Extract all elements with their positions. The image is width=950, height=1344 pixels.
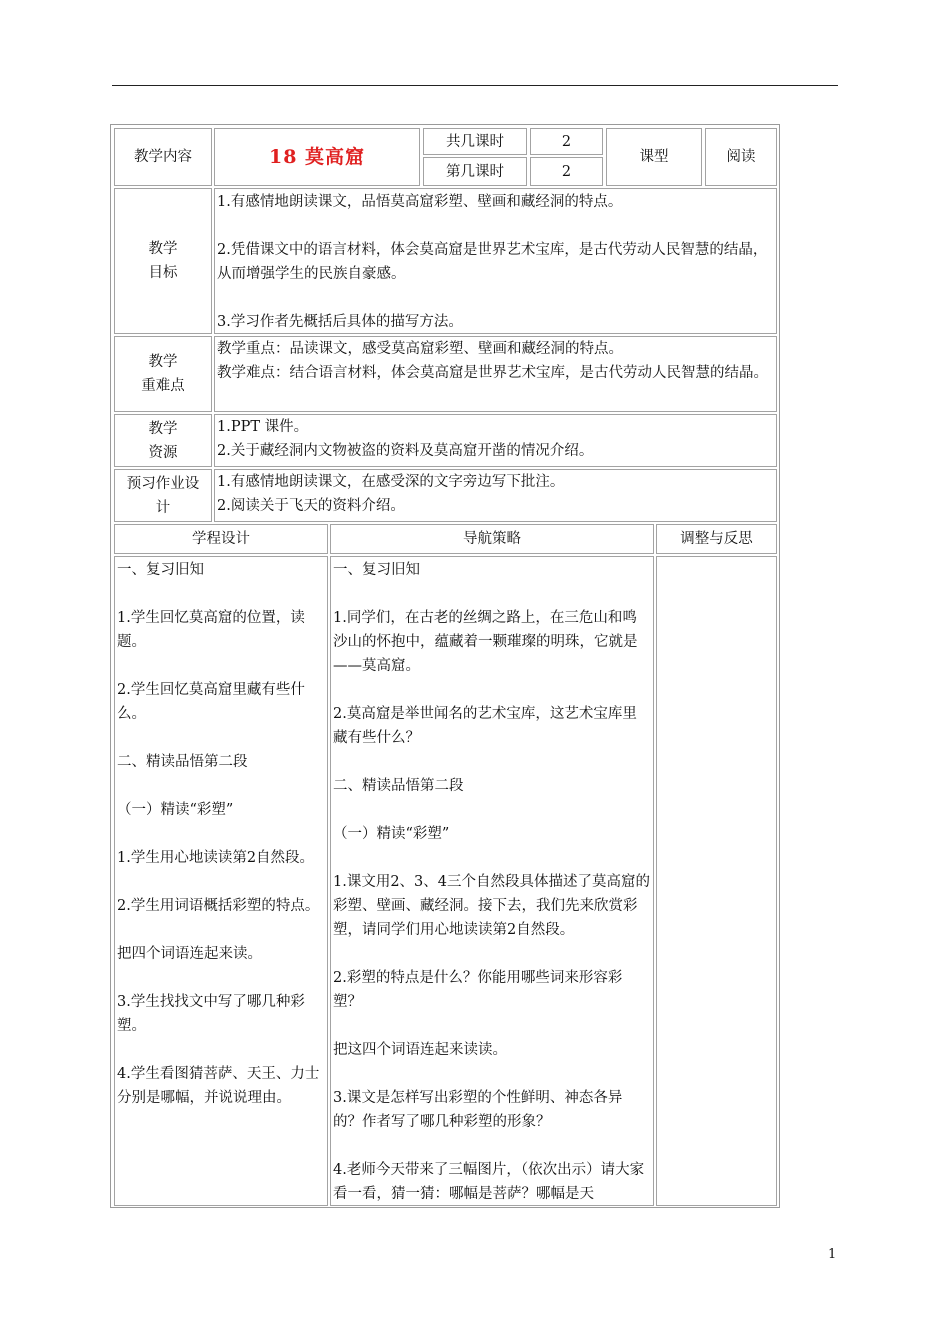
column-learning-header: 学程设计 <box>114 524 328 554</box>
keypoint-difficulty: 教学难点：结合语言材料，体会莫高窟是世界艺术宝库，是古代劳动人民智慧的结晶。 <box>217 365 768 381</box>
content-label: 教学内容 <box>114 128 212 186</box>
guide-item: 1.课文用2、3、4三个自然段具体描述了莫高窟的彩塑、壁画、藏经洞。接下去，我们先来欣赏彩塑，请同学们用心地读读第2自然段。 <box>333 874 651 938</box>
objectives-label-line1: 教学 <box>148 241 178 257</box>
learning-column <box>114 556 328 1206</box>
preview-label: 预习作业设计 <box>114 469 212 522</box>
learning-item: 二、精读品悟第二段 <box>117 754 248 770</box>
objectives-label-line2: 目标 <box>148 265 178 281</box>
learning-item: 1.学生回忆莫高窟的位置，读题。 <box>117 610 305 650</box>
keypoints-label-line1: 教学 <box>148 354 178 370</box>
guide-item: 1.同学们，在古老的丝绸之路上，在三危山和鸣沙山的怀抱中，蕴藏着一颗璀璨的明珠，它就是——莫高窟。 <box>333 610 638 674</box>
keypoints-label-line2: 重难点 <box>141 378 185 394</box>
column-guide-header: 导航策略 <box>330 524 654 554</box>
keypoints-content <box>214 336 777 412</box>
lesson-type-value: 阅读 <box>705 128 777 186</box>
learning-item: 把四个词语连起来读。 <box>117 946 262 962</box>
learning-item: 4.学生看图猜菩萨、天王、力士分别是哪幅，并说说理由。 <box>117 1066 320 1106</box>
lesson-type-label: 课型 <box>606 128 702 186</box>
guide-item: 2.彩塑的特点是什么？你能用哪些词来形容彩塑？ <box>333 970 623 1010</box>
objectives-label <box>114 188 212 334</box>
lesson-plan-table <box>110 124 780 1208</box>
resource-item: 1.PPT 课件。 <box>217 419 309 435</box>
learning-item: 2.学生用词语概括彩塑的特点。 <box>117 898 320 914</box>
resources-label <box>114 414 212 467</box>
guide-item: 2.莫高窟是举世闻名的艺术宝库，这艺术宝库里藏有些什么？ <box>333 706 637 746</box>
preview-content <box>214 469 777 522</box>
resources-label-line1: 教学 <box>148 420 178 437</box>
objective-item: 3.学习作者先概括后具体的描写方法。 <box>217 314 463 330</box>
learning-item: 1.学生用心地读读第2自然段。 <box>117 850 315 866</box>
guide-item: 二、精读品悟第二段 <box>333 778 464 794</box>
objective-item: 2.凭借课文中的语言材料，体会莫高窟是世界艺术宝库，是古代劳动人民智慧的结晶，从而增强学生的民族自豪感。 <box>217 242 768 282</box>
total-periods-value: 2 <box>530 128 603 155</box>
keypoint-focus: 教学重点：品读课文，感受莫高窟彩塑、壁画和藏经洞的特点。 <box>217 341 623 357</box>
current-period-value: 2 <box>530 157 603 186</box>
guide-item: 把这四个词语连起来读读。 <box>333 1042 507 1058</box>
guide-column <box>330 556 654 1206</box>
reflect-column <box>656 556 777 1206</box>
lesson-title: 18 莫高窟 <box>214 128 420 186</box>
preview-item: 1.有感情地朗读课文，在感受深的文字旁边写下批注。 <box>217 474 565 490</box>
total-periods-label: 共几课时 <box>423 128 527 155</box>
objective-item: 1.有感情地朗读课文，品悟莫高窟彩塑、壁画和藏经洞的特点。 <box>217 194 623 210</box>
guide-item: 4.老师今天带来了三幅图片，（依次出示）请大家看一看，猜一猜：哪幅是菩萨？哪幅是天 <box>333 1162 645 1202</box>
preview-item: 2.阅读关于飞天的资料介绍。 <box>217 498 405 514</box>
column-reflect-header: 调整与反思 <box>656 524 777 554</box>
learning-item: 一、复习旧知 <box>117 562 204 578</box>
learning-item: （一）精读“彩塑” <box>117 802 234 818</box>
keypoints-label <box>114 336 212 412</box>
objectives-content <box>214 188 777 334</box>
header-rule <box>112 85 838 86</box>
learning-item: 3.学生找找文中写了哪几种彩塑。 <box>117 994 305 1034</box>
resources-content <box>214 414 777 467</box>
current-period-label: 第几课时 <box>423 157 527 186</box>
guide-item: 3.课文是怎样写出彩塑的个性鲜明、神态各异的？作者写了哪几种彩塑的形象？ <box>333 1090 623 1130</box>
page-number: 1 <box>828 1247 837 1262</box>
guide-item: （一）精读“彩塑” <box>333 826 450 842</box>
learning-item: 2.学生回忆莫高窟里藏有些什么。 <box>117 682 305 722</box>
resource-item: 2.关于藏经洞内文物被盗的资料及莫高窟开凿的情况介绍。 <box>217 443 594 459</box>
guide-item: 一、复习旧知 <box>333 562 420 578</box>
resources-label-line2: 资源 <box>148 444 178 461</box>
